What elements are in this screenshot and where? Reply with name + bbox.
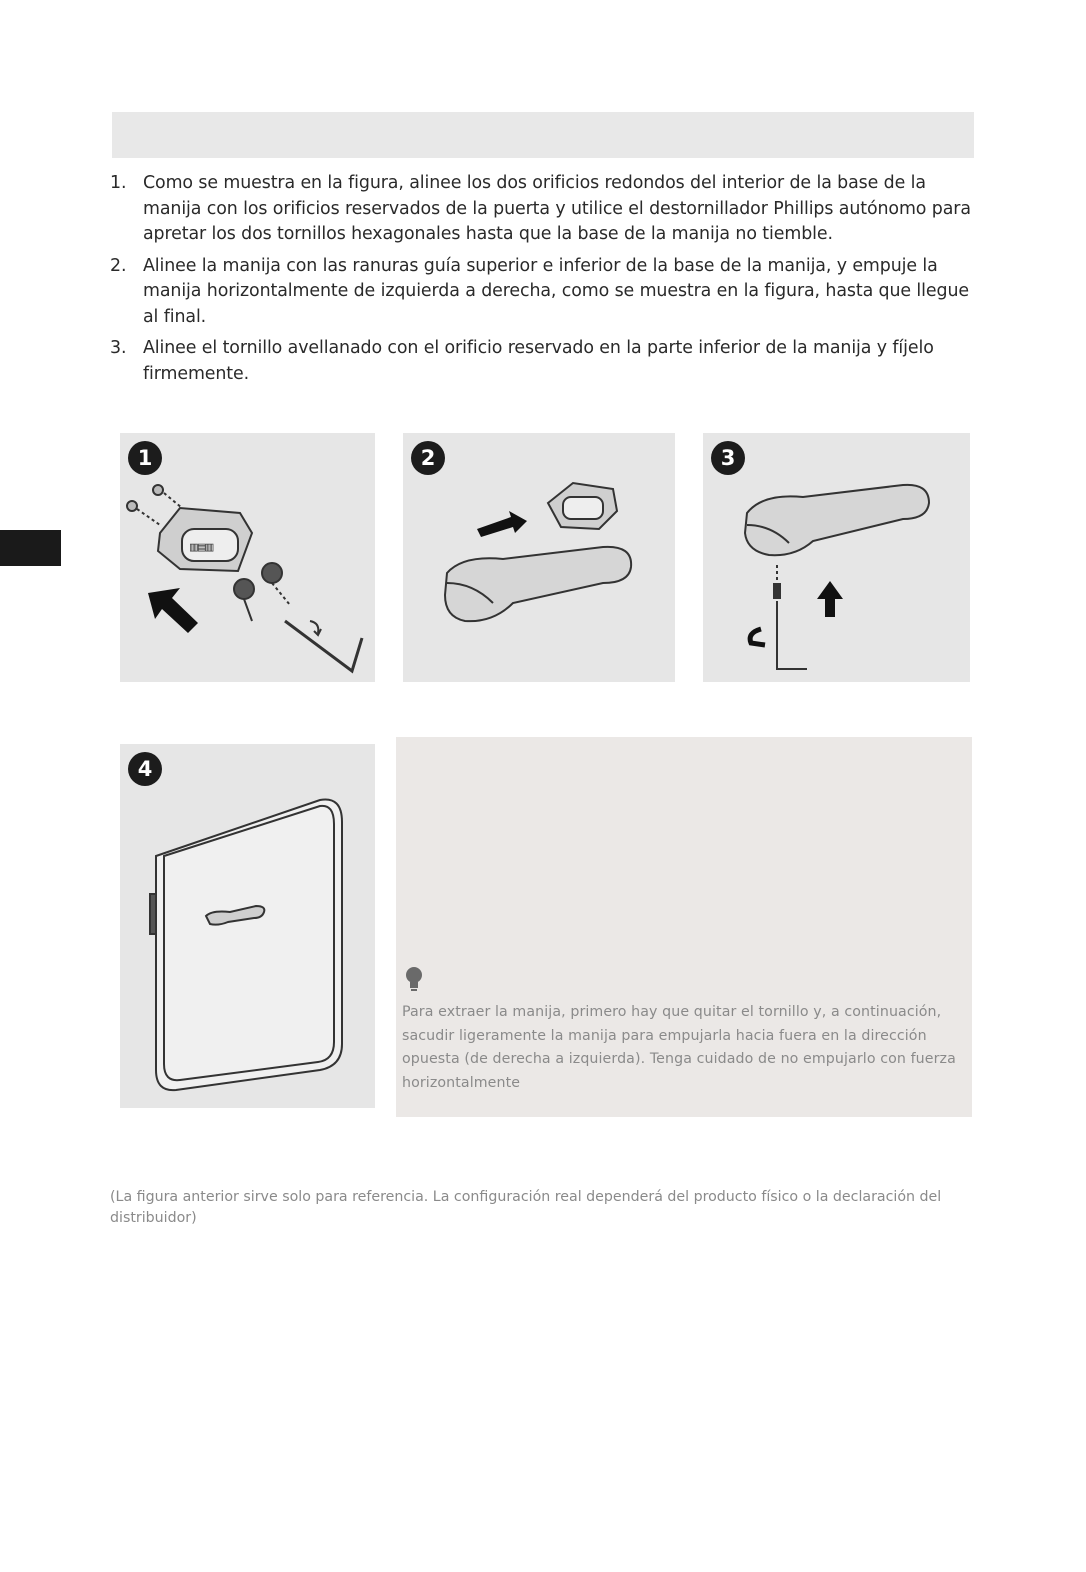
note-box (396, 737, 972, 1117)
side-tab-marker (0, 530, 61, 566)
step-item: 3. Alinee el tornillo avellanado con el orificio reservado en la parte inferior de la manija y fíjelo firmemente. (110, 338, 934, 384)
note-text: Para extraer la manija, primero hay que quitar el tornillo y, a continuación, sacudir ligeramente la manija para empujarla hacia fuera en la dirección opuesta (de derecha a izquierda). Tenga cuidado de no empujarlo con fuerza horizontalmente (402, 1004, 956, 1091)
instruction-steps (110, 171, 985, 393)
step-text: Alinee la manija con las ranuras guía superior e inferior de la base de la manija, y empuje la manija horizontalmente de izquierda a derecha, como se muestra en la figura, hasta que llegue al final. (143, 255, 969, 327)
figure-1-panel (120, 433, 375, 682)
figure-3-panel (703, 433, 970, 682)
figure-3-illustration (703, 433, 970, 682)
lightbulb-icon (402, 965, 426, 993)
figure-3-badge: 3 (711, 441, 745, 475)
figure-4-panel (120, 744, 375, 1108)
step-text: Alinee el tornillo avellanado con el orificio reservado en la parte inferior de la manija y fíjelo firmemente. (143, 338, 934, 384)
section-header-bar (112, 112, 974, 158)
figure-2-illustration (403, 433, 675, 682)
step-item: 1. Como se muestra en la figura, alinee los dos orificios redondos del interior de la base de la manija con los orificios reservados de la puerta y utilice el destornillador Phillips autónomo para apretar los dos tornillos hexagonales hasta que la base de la manija no tiemble. (110, 173, 971, 244)
figure-2-badge: 2 (411, 441, 445, 475)
figure-1-badge: 1 (128, 441, 162, 475)
step-text: Como se muestra en la figura, alinee los dos orificios redondos del interior de la base de la manija con los orificios reservados de la puerta y utilice el destornillador Phillips autónomo para apretar los dos tornillos hexagonales hasta que la base de la manija no tiemble. (143, 173, 971, 244)
figure-1-illustration (120, 433, 375, 682)
footnote: (La figura anterior sirve solo para referencia. La configuración real dependerá del producto físico o la declaración del distribuidor) (110, 1189, 942, 1226)
figure-4-illustration (120, 744, 375, 1108)
figure-2-panel (403, 433, 675, 682)
figure-4-badge: 4 (128, 752, 162, 786)
svg-text:▥▤▥: ▥▤▥ (190, 540, 214, 555)
step-item: 2. Alinee la manija con las ranuras guía superior e inferior de la base de la manija, y empuje la manija horizontalmente de izquierda a derecha, como se muestra en la figura, hasta que llegue al final. (110, 255, 969, 327)
